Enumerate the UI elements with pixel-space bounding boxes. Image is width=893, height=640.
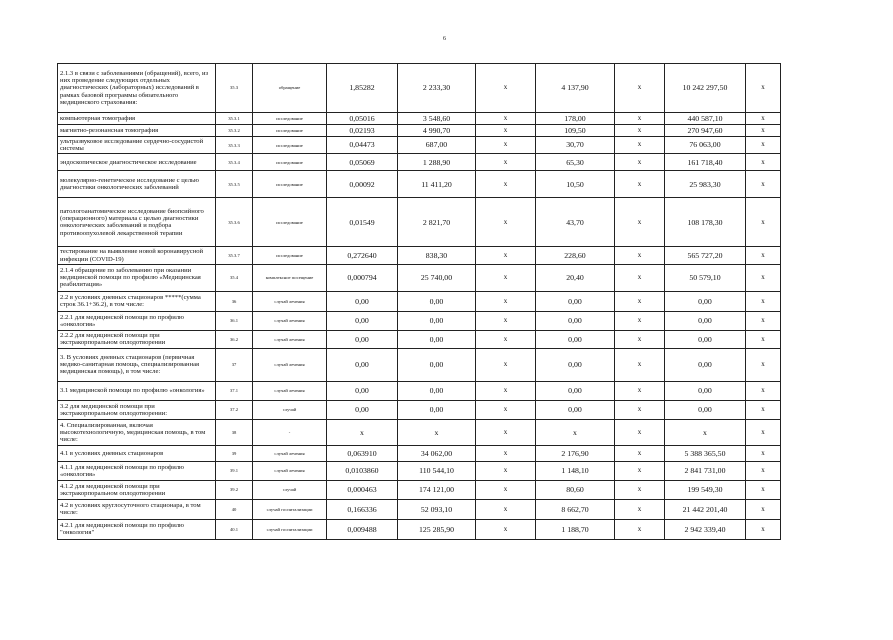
table-row bbox=[58, 291, 781, 311]
table-row bbox=[58, 198, 781, 247]
table-cell: 2 942 339,40 bbox=[665, 519, 746, 539]
table-row bbox=[58, 125, 781, 137]
table-cell: 0,00 bbox=[327, 311, 398, 330]
table-cell: случай лечения bbox=[253, 330, 327, 348]
table-row bbox=[58, 419, 781, 445]
table-cell: 8 662,70 bbox=[536, 499, 615, 519]
table-cell: случай лечения bbox=[253, 311, 327, 330]
table-cell: х bbox=[746, 445, 781, 461]
table-cell: 440 587,10 bbox=[665, 113, 746, 125]
table-cell: 2.2.2 для медицинской помощи при экстракорпоральном оплодотворении bbox=[58, 330, 216, 348]
table-cell: ультразвуковое исследование сердечно-сосудистой системы bbox=[58, 137, 216, 154]
table-row bbox=[58, 519, 781, 539]
table-row bbox=[58, 381, 781, 400]
table-cell: х bbox=[476, 113, 536, 125]
table-cell: 39.1 bbox=[216, 461, 253, 480]
page-number: 6 bbox=[443, 36, 446, 42]
table-cell: 39.2 bbox=[216, 480, 253, 499]
table-cell: исследование bbox=[253, 137, 327, 154]
table-cell: 21 442 201,40 bbox=[665, 499, 746, 519]
table-cell: 39 bbox=[216, 445, 253, 461]
table-cell: 52 093,10 bbox=[398, 499, 476, 519]
table-cell: 25 983,30 bbox=[665, 171, 746, 198]
table-cell: 174 121,00 bbox=[398, 480, 476, 499]
table-cell: х bbox=[746, 64, 781, 113]
table-cell: х bbox=[746, 330, 781, 348]
table-cell: 2 233,30 bbox=[398, 64, 476, 113]
table-cell: 0,00 bbox=[327, 291, 398, 311]
table-row bbox=[58, 445, 781, 461]
table-cell: х bbox=[615, 499, 665, 519]
table-cell: 50 579,10 bbox=[665, 264, 746, 291]
table-cell: 0,166336 bbox=[327, 499, 398, 519]
table-cell: х bbox=[476, 154, 536, 171]
table-cell: 4 137,90 bbox=[536, 64, 615, 113]
table-cell: 30,70 bbox=[536, 137, 615, 154]
table-cell: х bbox=[746, 264, 781, 291]
table-cell: х bbox=[615, 311, 665, 330]
table-row bbox=[58, 480, 781, 499]
table-cell: х bbox=[665, 419, 746, 445]
table-cell: 0,00 bbox=[327, 330, 398, 348]
table-cell: 80,60 bbox=[536, 480, 615, 499]
table-cell: х bbox=[476, 64, 536, 113]
table-cell: х bbox=[476, 419, 536, 445]
table-cell: х bbox=[746, 480, 781, 499]
table-cell: 10,50 bbox=[536, 171, 615, 198]
table-cell: 36.1 bbox=[216, 311, 253, 330]
table-cell: обращение bbox=[253, 64, 327, 113]
table-cell: 0,00 bbox=[536, 348, 615, 381]
table-row bbox=[58, 264, 781, 291]
table-cell: х bbox=[476, 519, 536, 539]
table-cell: 0,000463 bbox=[327, 480, 398, 499]
table-cell: комплексное посещение bbox=[253, 264, 327, 291]
table-cell: 20,40 bbox=[536, 264, 615, 291]
table-cell: случай bbox=[253, 480, 327, 499]
table-cell: случай лечения bbox=[253, 291, 327, 311]
table-cell: 0,00 bbox=[665, 291, 746, 311]
table-cell: 35.3.5 bbox=[216, 171, 253, 198]
table-row bbox=[58, 400, 781, 419]
table-cell: х bbox=[615, 64, 665, 113]
table-cell: 0,00 bbox=[327, 348, 398, 381]
table-cell: 0,00 bbox=[398, 291, 476, 311]
financing-table bbox=[57, 63, 781, 540]
table-cell: 35.3.4 bbox=[216, 154, 253, 171]
table-cell: х bbox=[476, 247, 536, 264]
table-cell: 565 727,20 bbox=[665, 247, 746, 264]
table-cell: х bbox=[476, 381, 536, 400]
table-cell: компьютерная томография bbox=[58, 113, 216, 125]
table-cell: 35.3 bbox=[216, 64, 253, 113]
table-row bbox=[58, 171, 781, 198]
table-cell: 36 bbox=[216, 291, 253, 311]
table-cell: х bbox=[615, 137, 665, 154]
table-cell: - bbox=[253, 419, 327, 445]
table-cell: х bbox=[476, 499, 536, 519]
table-cell: 228,60 bbox=[536, 247, 615, 264]
table-cell: х bbox=[615, 198, 665, 247]
table-cell: 4.2 в условиях круглосуточного стационара, в том числе: bbox=[58, 499, 216, 519]
table-cell: 0,000794 bbox=[327, 264, 398, 291]
table-cell: х bbox=[615, 264, 665, 291]
table-cell: 0,05069 bbox=[327, 154, 398, 171]
table-cell: 0,00 bbox=[665, 381, 746, 400]
table-cell: 2.1.3 в связи с заболеваниями (обращений), всего, из них проведение следующих отдельных диагностических (лабораторных) исследований в рамках базовой программы обязательного медицинского страхования: bbox=[58, 64, 216, 113]
table-cell: х bbox=[476, 461, 536, 480]
table-cell: х bbox=[746, 311, 781, 330]
table-cell: 35.3.7 bbox=[216, 247, 253, 264]
table-cell: 0,05016 bbox=[327, 113, 398, 125]
table-cell: исследование bbox=[253, 113, 327, 125]
table-cell: 199 549,30 bbox=[665, 480, 746, 499]
table-cell: исследование bbox=[253, 154, 327, 171]
table-cell: х bbox=[746, 461, 781, 480]
table-cell: х bbox=[327, 419, 398, 445]
table-cell: х bbox=[615, 400, 665, 419]
table-cell: 35.3.2 bbox=[216, 125, 253, 137]
table-cell: 4. Специализированная, включая высокотехнологичную, медицинская помощь, в том числе: bbox=[58, 419, 216, 445]
table-cell: случай лечения bbox=[253, 461, 327, 480]
table-cell: 37 bbox=[216, 348, 253, 381]
table-cell: 3.2 для медицинской помощи при экстракорпоральном оплодотворении: bbox=[58, 400, 216, 419]
table-cell: х bbox=[746, 154, 781, 171]
table-row bbox=[58, 330, 781, 348]
table-cell: 11 411,20 bbox=[398, 171, 476, 198]
table-cell: х bbox=[746, 400, 781, 419]
table-cell: исследование bbox=[253, 171, 327, 198]
table-cell: 65,30 bbox=[536, 154, 615, 171]
table-cell: 110 544,10 bbox=[398, 461, 476, 480]
table-cell: 0,272640 bbox=[327, 247, 398, 264]
table-row bbox=[58, 64, 781, 113]
table-cell: х bbox=[476, 311, 536, 330]
table-cell: х bbox=[746, 419, 781, 445]
table-cell: х bbox=[476, 480, 536, 499]
table-cell: 125 285,90 bbox=[398, 519, 476, 539]
table-cell: х bbox=[746, 171, 781, 198]
table-cell: 2 841 731,00 bbox=[665, 461, 746, 480]
table-cell: магнитно-резонансная томография bbox=[58, 125, 216, 137]
table-cell: случай госпитализации bbox=[253, 499, 327, 519]
table-cell: х bbox=[476, 198, 536, 247]
table-cell: 0,02193 bbox=[327, 125, 398, 137]
table-cell: х bbox=[476, 348, 536, 381]
table-cell: х bbox=[398, 419, 476, 445]
table-cell: 4 990,70 bbox=[398, 125, 476, 137]
table-cell: 0,00 bbox=[536, 291, 615, 311]
table-cell: х bbox=[746, 291, 781, 311]
table-cell: исследование bbox=[253, 247, 327, 264]
table-cell: 25 740,00 bbox=[398, 264, 476, 291]
table-cell: 0,00 bbox=[327, 400, 398, 419]
table-cell: х bbox=[615, 113, 665, 125]
table-cell: 2 176,90 bbox=[536, 445, 615, 461]
table-row bbox=[58, 154, 781, 171]
table-cell: 4.1.1 для медицинской помощи по профилю «онкология» bbox=[58, 461, 216, 480]
table-cell: х bbox=[746, 113, 781, 125]
table-cell: х bbox=[746, 198, 781, 247]
table-cell: х bbox=[746, 137, 781, 154]
table-cell: х bbox=[476, 171, 536, 198]
table-row bbox=[58, 461, 781, 480]
table-cell: х bbox=[476, 137, 536, 154]
table-cell: 0,00 bbox=[398, 400, 476, 419]
table-cell: 0,00 bbox=[536, 381, 615, 400]
table-cell: х bbox=[746, 381, 781, 400]
table-cell: 1,85282 bbox=[327, 64, 398, 113]
table-cell: 35.3.1 bbox=[216, 113, 253, 125]
table-cell: 3. В условиях дневных стационаров (первичная медико-санитарная помощь, специализированная медицинская помощь), в том числе: bbox=[58, 348, 216, 381]
table-cell: х bbox=[476, 400, 536, 419]
table-cell: х bbox=[615, 154, 665, 171]
table-cell: 37.1 bbox=[216, 381, 253, 400]
table-cell: 838,30 bbox=[398, 247, 476, 264]
table-cell: х bbox=[615, 519, 665, 539]
table-cell: 270 947,60 bbox=[665, 125, 746, 137]
table-cell: 1 288,90 bbox=[398, 154, 476, 171]
table-cell: 0,00 bbox=[398, 381, 476, 400]
table-cell: х bbox=[746, 348, 781, 381]
table-cell: 5 388 365,50 bbox=[665, 445, 746, 461]
table-cell: 0,00 bbox=[398, 311, 476, 330]
table-cell: 35.4 bbox=[216, 264, 253, 291]
table-cell: случай госпитализации bbox=[253, 519, 327, 539]
table-cell: 35.3.3 bbox=[216, 137, 253, 154]
table-cell: 2.2.1 для медицинской помощи по профилю «онкология» bbox=[58, 311, 216, 330]
table-cell: 0,00 bbox=[398, 330, 476, 348]
table-cell: х bbox=[615, 330, 665, 348]
table-cell: 0,01549 bbox=[327, 198, 398, 247]
table-cell: 2.1.4 обращение по заболеванию при оказании медицинской помощи по профилю «Медицинская реабилитация» bbox=[58, 264, 216, 291]
table-cell: 37.2 bbox=[216, 400, 253, 419]
table-cell: 109,50 bbox=[536, 125, 615, 137]
table-cell: х bbox=[615, 381, 665, 400]
table-row bbox=[58, 499, 781, 519]
table-cell: 0,00 bbox=[398, 348, 476, 381]
table-cell: случай лечения bbox=[253, 381, 327, 400]
table-cell: 10 242 297,50 bbox=[665, 64, 746, 113]
table-cell: 1 148,10 bbox=[536, 461, 615, 480]
table-cell: х bbox=[476, 291, 536, 311]
table-cell: х bbox=[615, 480, 665, 499]
table-cell: 4.1 в условиях дневных стационаров bbox=[58, 445, 216, 461]
table-cell: х bbox=[615, 419, 665, 445]
table-cell: х bbox=[615, 461, 665, 480]
table-cell: 0,04473 bbox=[327, 137, 398, 154]
table-cell: 1 188,70 bbox=[536, 519, 615, 539]
table-cell: 40.1 bbox=[216, 519, 253, 539]
table-cell: 0,00 bbox=[665, 400, 746, 419]
table-cell: 0,00 bbox=[536, 330, 615, 348]
table-cell: 3 548,60 bbox=[398, 113, 476, 125]
table-cell: 40 bbox=[216, 499, 253, 519]
table-cell: 0,00 bbox=[536, 400, 615, 419]
table-cell: 0,00 bbox=[665, 348, 746, 381]
table-cell: патологоанатомическое исследование биопсийного (операционного) материала с целью диагностики онкологических заболеваний и подбора противоопухолевой лекарственной терапии bbox=[58, 198, 216, 247]
table-cell: х bbox=[536, 419, 615, 445]
table-cell: х bbox=[615, 171, 665, 198]
table-cell: х bbox=[615, 247, 665, 264]
table-cell: 4.2.1 для медицинской помощи по профилю "онкология" bbox=[58, 519, 216, 539]
table-cell: случай bbox=[253, 400, 327, 419]
table-cell: тестирование на выявление новой коронавирусной инфекции (COVID-19) bbox=[58, 247, 216, 264]
table-cell: 3.1 медицинской помощи по профилю «онкология» bbox=[58, 381, 216, 400]
table-row bbox=[58, 247, 781, 264]
table-cell: 38 bbox=[216, 419, 253, 445]
table-cell: 108 178,30 bbox=[665, 198, 746, 247]
table-cell: х bbox=[615, 445, 665, 461]
table-cell: 2 821,70 bbox=[398, 198, 476, 247]
table-cell: х bbox=[476, 125, 536, 137]
table-cell: 43,70 bbox=[536, 198, 615, 247]
table-row bbox=[58, 113, 781, 125]
table-cell: 0,00092 bbox=[327, 171, 398, 198]
table-cell: 34 062,00 bbox=[398, 445, 476, 461]
table-cell: случай лечения bbox=[253, 348, 327, 381]
table-row bbox=[58, 137, 781, 154]
table-cell: случай лечения bbox=[253, 445, 327, 461]
table-cell: х bbox=[746, 125, 781, 137]
table-cell: х bbox=[746, 499, 781, 519]
table-cell: 178,00 bbox=[536, 113, 615, 125]
table-cell: 0,063910 bbox=[327, 445, 398, 461]
table-cell: х bbox=[476, 264, 536, 291]
table-cell: 0,00 bbox=[327, 381, 398, 400]
table-cell: эндоскопическое диагностическое исследование bbox=[58, 154, 216, 171]
table-cell: 161 718,40 bbox=[665, 154, 746, 171]
table-row bbox=[58, 311, 781, 330]
table-cell: 0,009488 bbox=[327, 519, 398, 539]
table-cell: х bbox=[615, 291, 665, 311]
table-cell: исследование bbox=[253, 125, 327, 137]
table-cell: х bbox=[615, 348, 665, 381]
table-cell: х bbox=[476, 445, 536, 461]
table-cell: молекулярно-генетическое исследование с целью диагностики онкологических заболеваний bbox=[58, 171, 216, 198]
table-cell: исследование bbox=[253, 198, 327, 247]
table-cell: 0,00 bbox=[665, 311, 746, 330]
table-cell: х bbox=[746, 247, 781, 264]
table-cell: х bbox=[476, 330, 536, 348]
table-row bbox=[58, 348, 781, 381]
table-cell: 2.2 в условиях дневных стационаров *****(сумма строк 36.1+36.2), в том числе: bbox=[58, 291, 216, 311]
table-cell: 0,0103860 bbox=[327, 461, 398, 480]
table-cell: 36.2 bbox=[216, 330, 253, 348]
table-cell: х bbox=[746, 519, 781, 539]
table-cell: х bbox=[615, 125, 665, 137]
table-cell: 0,00 bbox=[665, 330, 746, 348]
table-cell: 76 063,00 bbox=[665, 137, 746, 154]
table-cell: 687,00 bbox=[398, 137, 476, 154]
table-cell: 4.1.2 для медицинской помощи при экстракорпоральном оплодотворении bbox=[58, 480, 216, 499]
table-cell: 0,00 bbox=[536, 311, 615, 330]
table-cell: 35.3.6 bbox=[216, 198, 253, 247]
